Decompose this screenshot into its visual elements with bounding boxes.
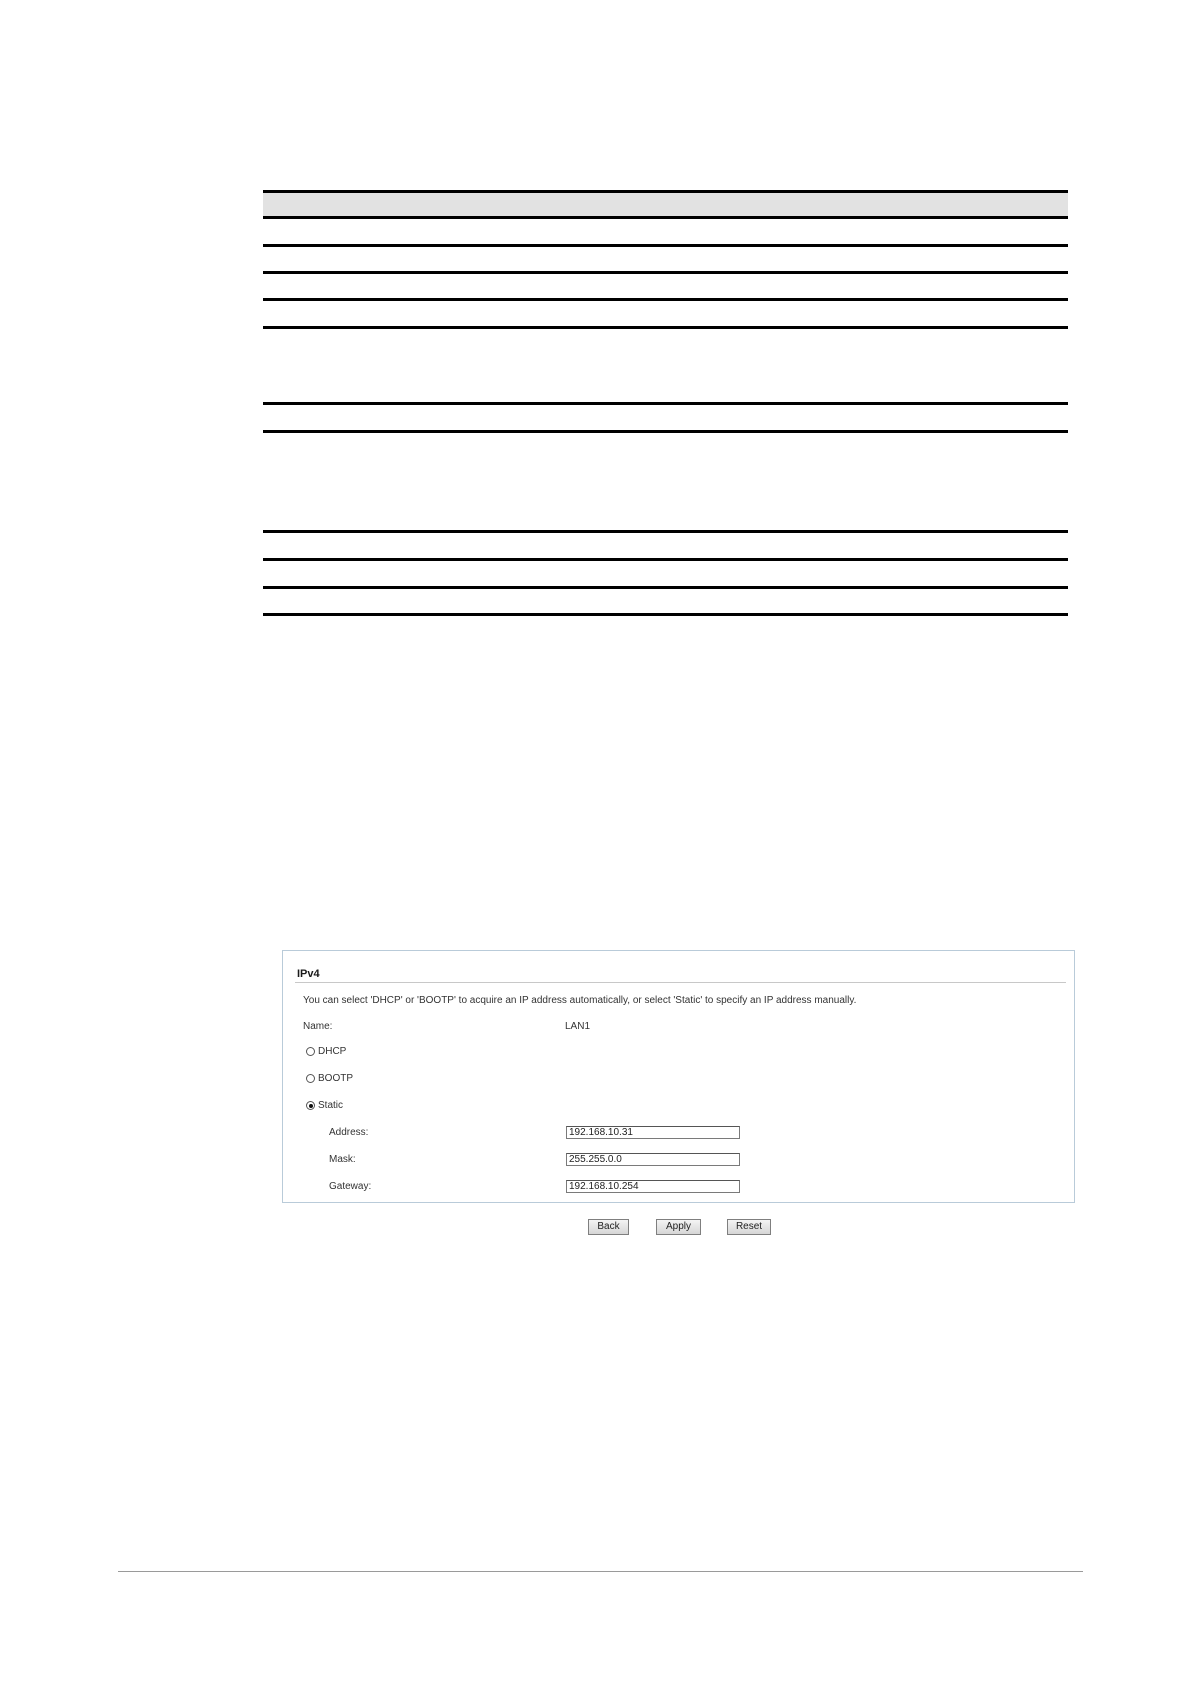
bootp-radio[interactable] [306,1073,353,1084]
radio-button[interactable] [306,1074,315,1083]
table-rule [263,190,1068,193]
dhcp-radio[interactable] [306,1046,346,1057]
apply-button[interactable]: Apply [656,1219,701,1235]
table-rule [263,402,1068,405]
address-label: Address: [329,1127,369,1138]
static-radio[interactable] [306,1100,343,1111]
mask-label: Mask: [329,1154,356,1165]
table-rule [263,613,1068,616]
ipv4-settings-panel [282,950,1075,1203]
table-rule [263,530,1068,533]
panel-title-divider [295,982,1066,983]
dhcp-radio-label: DHCP [318,1046,347,1057]
page-footer-rule [118,1571,1083,1572]
gateway-label: Gateway: [329,1181,372,1192]
panel-intro-text: You can select 'DHCP' or 'BOOTP' to acquire an IP address automatically, or select 'Static' to specify an IP address manually. [303,995,857,1006]
table-rule [263,326,1068,329]
gateway-input[interactable] [566,1180,740,1193]
table-rule [263,298,1068,301]
bootp-radio-label: BOOTP [318,1073,354,1084]
table-rule [263,216,1068,219]
name-value: LAN1 [565,1021,591,1032]
mask-input[interactable] [566,1153,740,1166]
table-rule [263,244,1068,247]
table-header-shade [263,193,1068,217]
radio-button[interactable] [306,1047,315,1056]
table-rule [263,430,1068,433]
back-button[interactable]: Back [588,1219,629,1235]
static-radio-label: Static [318,1100,344,1111]
table-rule [263,271,1068,274]
table-rule [263,558,1068,561]
reset-button[interactable]: Reset [727,1219,771,1235]
address-input[interactable] [566,1126,740,1139]
radio-button-selected[interactable] [306,1101,315,1110]
table-rule [263,586,1068,589]
panel-title: IPv4 [297,968,320,980]
name-label: Name: [303,1021,333,1032]
